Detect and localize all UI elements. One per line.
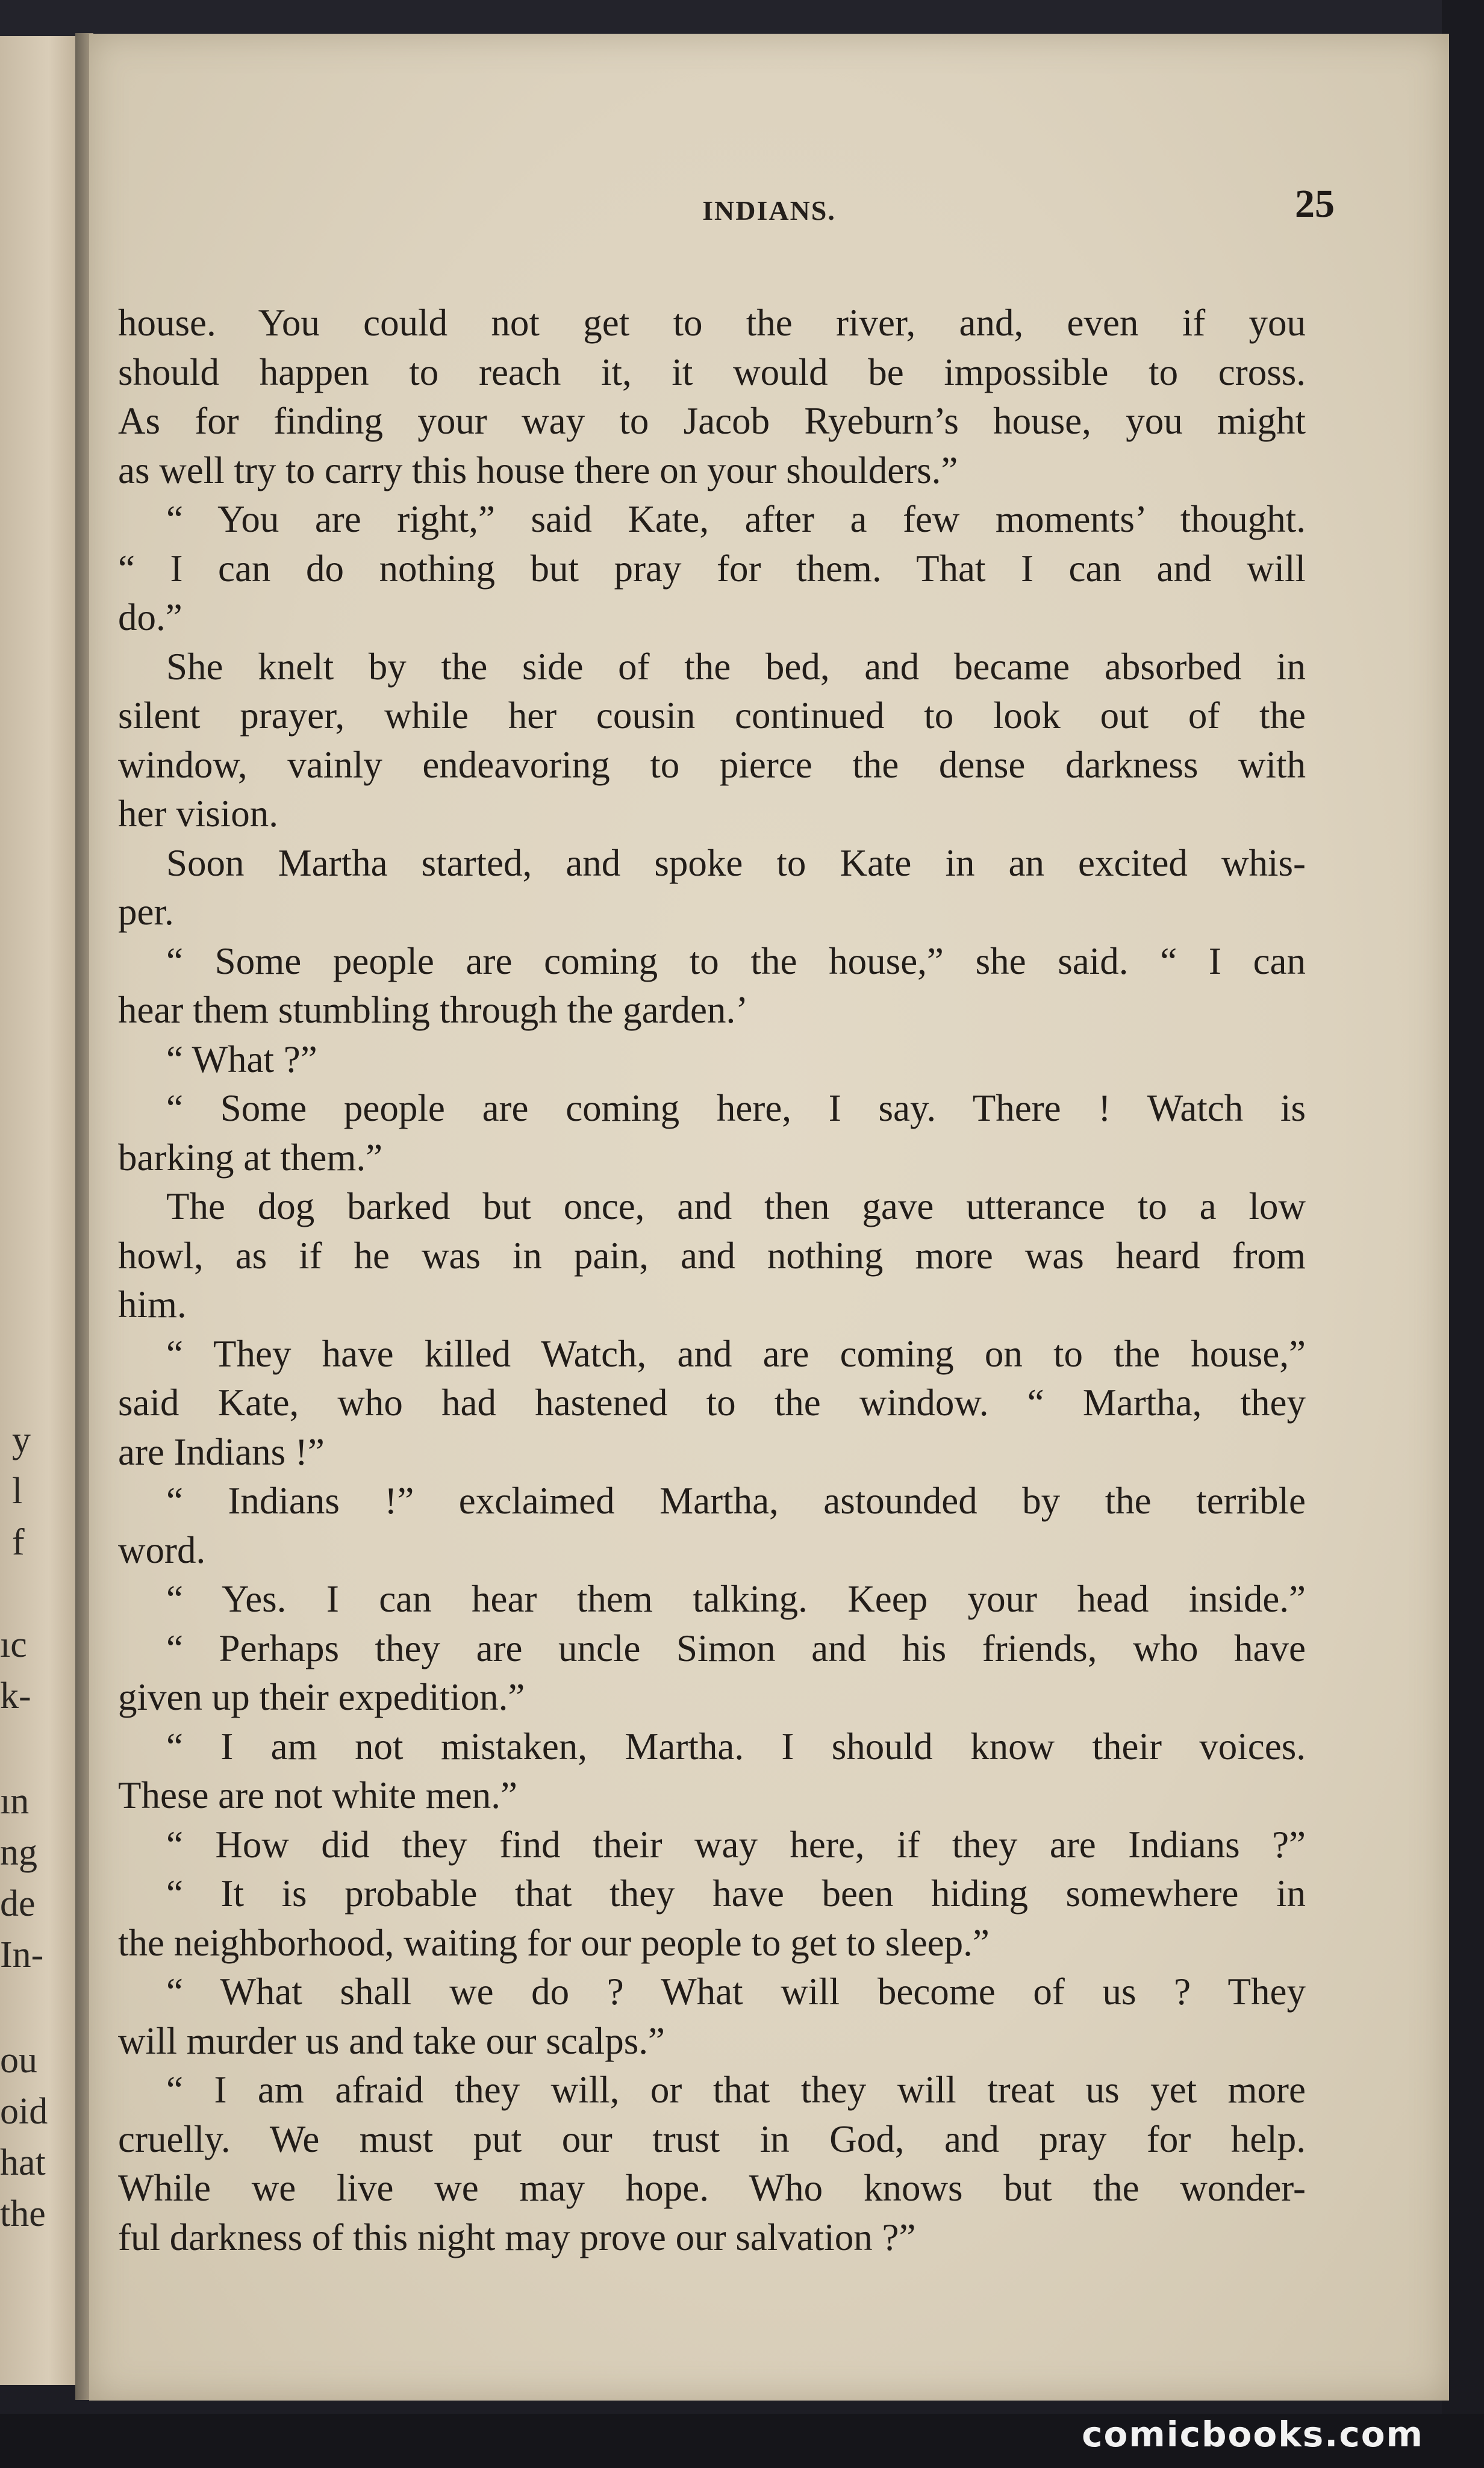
text-line: given up their expedition.” bbox=[118, 1676, 525, 1718]
text-line: She knelt by the side of the bed, and became absorbed in bbox=[166, 645, 1306, 688]
previous-page-fragment: ng bbox=[0, 1832, 37, 1873]
text-line: house. You could not get to the river, and, even if you bbox=[118, 302, 1306, 344]
text-line: “ Some people are coming to the house,” she said. “ I can bbox=[166, 940, 1306, 982]
text-line: “ How did they find their way here, if they are Indians ?” bbox=[166, 1823, 1306, 1866]
text-line: howl, as if he was in pain, and nothing more was heard from bbox=[118, 1234, 1306, 1277]
previous-page-fragment: l bbox=[12, 1471, 23, 1512]
text-line: per. bbox=[118, 891, 174, 933]
text-line: barking at them.” bbox=[118, 1136, 383, 1179]
text-line: “ Perhaps they are uncle Simon and his friends, who have bbox=[166, 1627, 1306, 1669]
previous-page-fragment: ou bbox=[0, 2040, 37, 2081]
text-line: While we live we may hope. Who knows but the wonder- bbox=[118, 2167, 1306, 2209]
text-line: “ It is probable that they have been hiding somewhere in bbox=[166, 1872, 1306, 1915]
text-line: do.” bbox=[118, 596, 182, 638]
text-line: Soon Martha started, and spoke to Kate in an excited whis- bbox=[166, 841, 1306, 884]
running-head: INDIANS. bbox=[702, 195, 836, 226]
previous-page-fragment: In- bbox=[0, 1934, 44, 1975]
previous-page-fragment: hat bbox=[0, 2142, 46, 2183]
text-line: “ You are right,” said Kate, after a few moments’ thought. bbox=[166, 498, 1306, 540]
text-line: “ I can do nothing but pray for them. That I can and will bbox=[118, 547, 1306, 590]
text-line: her vision. bbox=[118, 793, 278, 835]
text-line: “ Indians !” exclaimed Martha, astounded by the terrible bbox=[166, 1480, 1306, 1522]
text-line: window, vainly endeavoring to pierce the dense darkness with bbox=[118, 743, 1306, 786]
text-line: “ Some people are coming here, I say. There ! Watch is bbox=[166, 1087, 1306, 1129]
text-line: These are not white men.” bbox=[118, 1774, 517, 1816]
book-page bbox=[89, 34, 1449, 2401]
previous-page-fragment: oid bbox=[0, 2091, 48, 2132]
text-line: The dog barked but once, and then gave utterance to a low bbox=[166, 1185, 1306, 1227]
text-line: “ What ?” bbox=[166, 1038, 317, 1080]
text-line: are Indians !” bbox=[118, 1430, 325, 1473]
previous-page-fragment: f bbox=[12, 1522, 25, 1563]
previous-page-fragment: ın bbox=[0, 1781, 30, 1822]
text-line: as well try to carry this house there on your shoulders.” bbox=[118, 449, 958, 491]
previous-page-fragment: ıc bbox=[0, 1624, 27, 1665]
text-line: ful darkness of this night may prove our salvation ?” bbox=[118, 2216, 916, 2258]
text-line: word. bbox=[118, 1528, 206, 1571]
text-line: silent prayer, while her cousin continued to look out of the bbox=[118, 694, 1306, 737]
text-line: said Kate, who had hastened to the window. “ Martha, they bbox=[118, 1382, 1306, 1424]
previous-page-edge bbox=[0, 36, 81, 2385]
body-text bbox=[118, 299, 1306, 2262]
text-line: him. bbox=[118, 1283, 187, 1326]
text-line: “ I am not mistaken, Martha. I should know their voices. bbox=[166, 1725, 1306, 1768]
text-line: will murder us and take our scalps.” bbox=[118, 2019, 665, 2062]
text-line: “ They have killed Watch, and are coming on to the house,” bbox=[166, 1332, 1306, 1375]
previous-page-fragment: the bbox=[0, 2193, 46, 2234]
page-number: 25 bbox=[1295, 182, 1335, 226]
text-line: “ Yes. I can hear them talking. Keep your head inside.” bbox=[166, 1578, 1306, 1620]
text-line: hear them stumbling through the garden.’ bbox=[118, 989, 749, 1031]
text-line: cruelly. We must put our trust in God, and pray for help. bbox=[118, 2117, 1306, 2160]
text-line: the neighborhood, waiting for our people to get to sleep.” bbox=[118, 1921, 990, 1964]
page-header bbox=[89, 181, 1449, 229]
text-line: “ I am afraid they will, or that they will treat us yet more bbox=[166, 2069, 1306, 2111]
watermark: comicbooks.com bbox=[1082, 2414, 1424, 2455]
previous-page-fragment: k- bbox=[0, 1675, 31, 1716]
text-line: should happen to reach it, it would be impossible to cross. bbox=[118, 351, 1306, 393]
text-line: “ What shall we do ? What will become of us ? They bbox=[166, 1971, 1306, 2013]
previous-page-fragment: de bbox=[0, 1883, 36, 1924]
previous-page-fragment: y bbox=[12, 1419, 31, 1460]
text-line: As for finding your way to Jacob Ryeburn’s house, you might bbox=[118, 400, 1306, 442]
